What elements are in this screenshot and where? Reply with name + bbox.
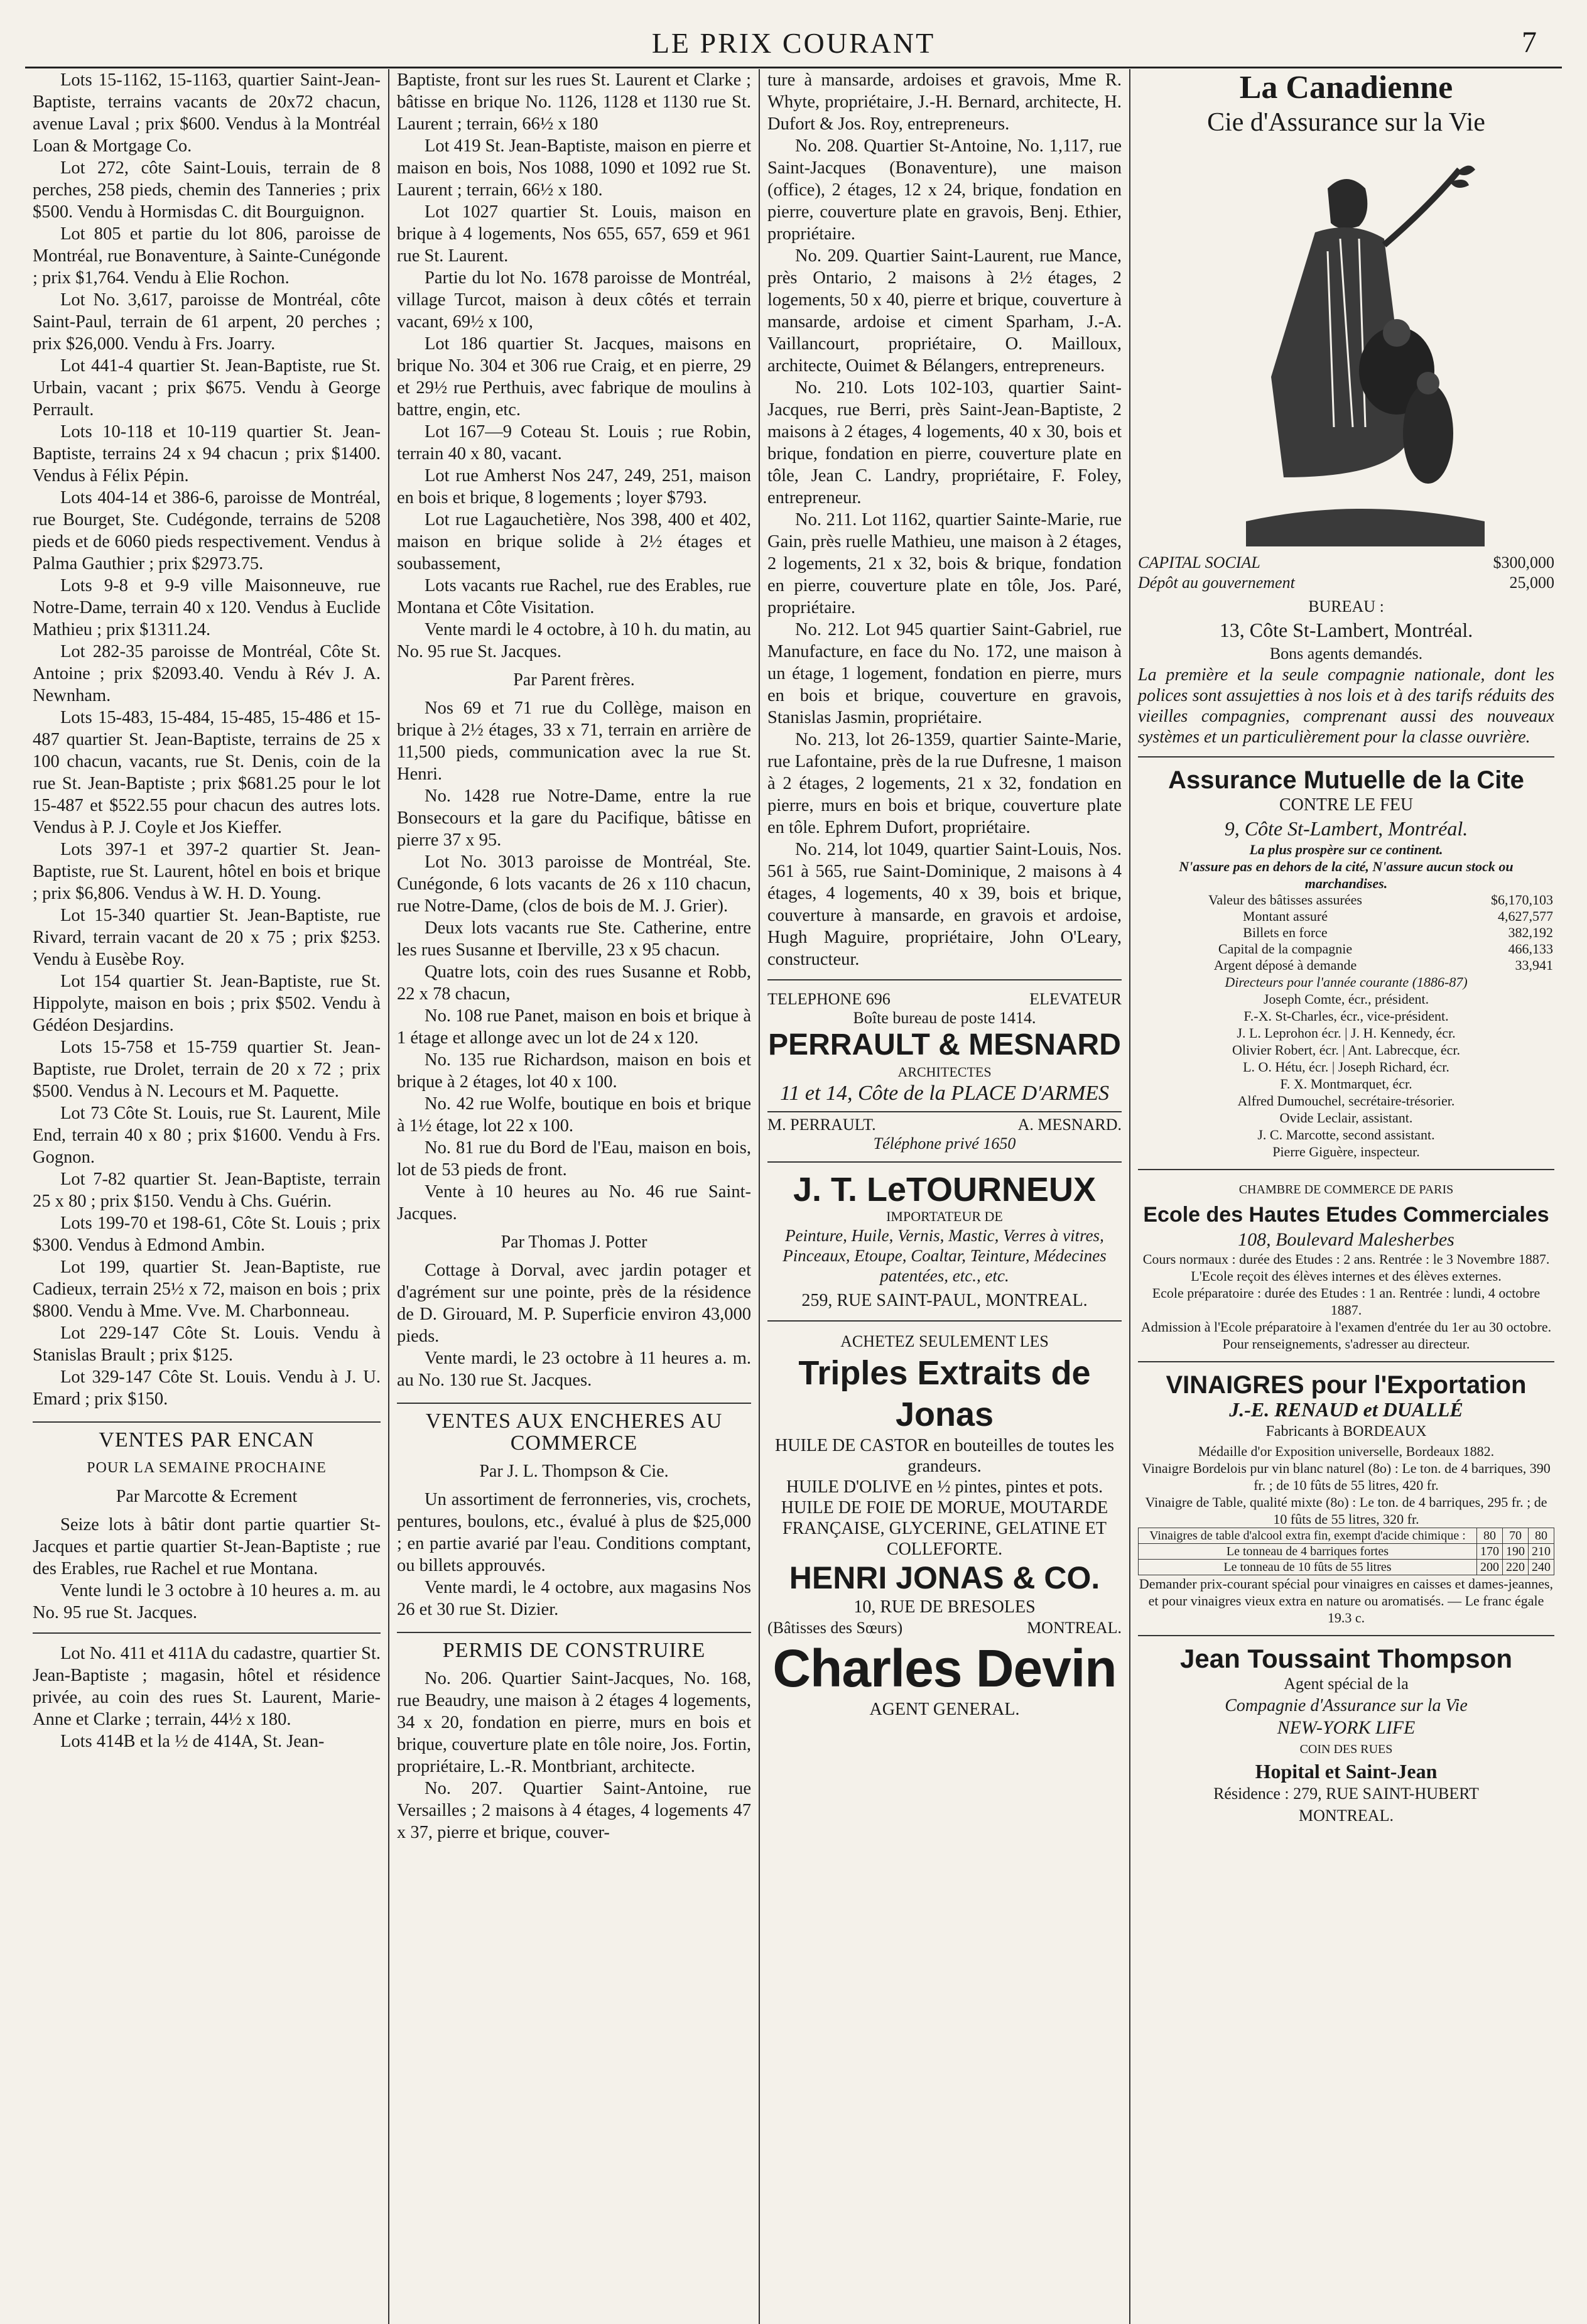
jonas-address-2 <box>767 1618 1122 1638</box>
allegory-illustration <box>1138 144 1554 546</box>
article-paragraph: No. 214, lot 1049, quartier Saint-Louis, Nos. 561 à 565, rue Saint-Dominique, 2 maisons à 4 étages, 4 logements, 40 x 39, bois et brique, couverture à mansarde, en gravois et ardoise, Hugh Maguire, propriétaire, John O'Leary, constructeur. <box>767 840 1122 969</box>
article-paragraph: Lot No. 3013 paroisse de Montréal, Ste. Cunégonde, 6 lots vacants de 26 x 110 chacun, rue Notre-Dame, (clos de bois de M. J. Grier). <box>397 852 751 916</box>
article-paragraph: Lot 199, quartier St. Jean-Baptiste, rue Cadieux, terrain 25½ x 72, maison en bois ; prix $800. Vendu à Mme. Vve. M. Charbonneau. <box>33 1257 381 1321</box>
partner-1: M. PERRAULT. <box>767 1116 876 1134</box>
jonas-line-4: HUILE D'OLIVE en ½ pintes, pintes et pots. <box>786 1477 1103 1497</box>
article-paragraph: Vente à 10 heures au No. 46 rue Saint-Jacques. <box>397 1182 751 1224</box>
grid-cell: 200 <box>1476 1560 1502 1575</box>
agent-role: Agent spécial de la <box>1284 1675 1409 1693</box>
grid-cell: 80 <box>1528 1528 1554 1544</box>
school-line: Pour renseignements, s'adresser au directeur. <box>1222 1336 1470 1352</box>
column-4 <box>1130 69 1562 2324</box>
article-paragraph: Lot 441-4 quartier St. Jean-Baptiste, rue St. Urbain, vacant ; prix $675. Vendu à George Perrault. <box>33 356 381 420</box>
advertisement-jonas <box>767 1330 1122 1720</box>
school-line: Cours normaux : durée des Etudes : 2 ans. Rentrée : le 3 Novembre 1887. <box>1142 1251 1550 1267</box>
ad-topline <box>767 989 1122 1009</box>
director-line: Pierre Giguère, inspecteur. <box>1272 1144 1420 1159</box>
advertisement-vinaigres <box>1138 1371 1554 1626</box>
article-paragraph: Lot 7-82 quartier St. Jean-Baptiste, terrain 25 x 80 ; prix $150. Vendu à Chs. Guérin. <box>33 1170 381 1211</box>
jonas-line-3: HUILE DE CASTOR en bouteilles de toutes les grandeurs. <box>775 1436 1114 1476</box>
jonas-line-1: ACHETEZ SEULEMENT LES <box>840 1332 1049 1350</box>
po-box: Boîte bureau de poste 1414. <box>853 1009 1036 1027</box>
capital-value: $300,000 <box>1493 553 1554 572</box>
article-paragraph: Lots 404-14 et 386-6, paroisse de Montréal, rue Bourget, Ste. Cudégonde, terrains de 5208 pieds et de 6060 pieds respectivement. Vendus à Palma Gauthier ; prix $2973.75. <box>33 488 381 573</box>
article-paragraph: Lots 15-758 et 15-759 quartier St. Jean-Baptiste, rue Drolet, terrain de 20 x 72 ; prix $500. Vendus à N. Lecours et M. Paquette. <box>33 1038 381 1101</box>
grid-cell: 190 <box>1502 1544 1528 1560</box>
vinegar-line: Vinaigre Bordelois pur vin blanc naturel (8o) : Le ton. de 4 barriques, 390 fr. ; de 10 fûts de 55 litres, 420 fr. <box>1142 1460 1551 1493</box>
city: MONTREAL. <box>1299 1806 1394 1825</box>
stat-value: 466,133 <box>1508 941 1553 957</box>
column-1 <box>25 69 389 2324</box>
grid-cell: 220 <box>1502 1560 1528 1575</box>
article-paragraph: Lots 199-70 et 198-61, Côte St. Louis ; prix $300. Vendus à Edmond Ambin. <box>33 1214 381 1255</box>
article-paragraph: Quatre lots, coin des rues Susanne et Robb, 22 x 78 chacun, <box>397 962 751 1004</box>
article-paragraph: Lot rue Amherst Nos 247, 249, 251, maison en bois et brique, 8 logements ; loyer $793. <box>397 466 751 508</box>
column-3 <box>760 69 1130 2324</box>
article-paragraph: Nos 69 et 71 rue du Collège, maison en brique à 2½ étages, 33 x 71, terrain en arrière de 11,500 pieds, communication avec la rue St. Henri. <box>397 698 751 784</box>
divider <box>767 979 1122 980</box>
article-paragraph: No. 208. Quartier St-Antoine, No. 1,117, rue Saint-Jacques (Bonaventure), une maison (office), 2 étages, 12 x 24, brique, fondation en pierre, couverture plate en gravois, Benj. Ethier, propriétaire. <box>767 136 1122 244</box>
table-row <box>1138 925 1554 941</box>
article-paragraph: Lot 186 quartier St. Jacques, maisons en brique No. 304 et 306 rue Craig, et en pierre, 29 et 29½ rue Perthuis, avec fabrique de moulins à battre, engin, etc. <box>397 334 751 420</box>
article-paragraph: No. 207. Quartier Saint-Antoine, rue Versailles ; 2 maisons à 4 étages, 4 logements 47 x 37, pierre et brique, couver- <box>397 1779 751 1842</box>
vinegar-line: Vinaigre de Table, qualité mixte (8o) : Le ton. de 4 barriques, 295 fr. ; de 10 fûts de 55 litres, 320 fr. <box>1145 1494 1547 1527</box>
article-paragraph: Lot No. 411 et 411A du cadastre, quartier St. Jean-Baptiste ; magasin, hôtel et résidence privée, au coin des rues St. Laurent, Marie-Anne et Clarke ; terrain, 44½ x 180. <box>33 1644 381 1729</box>
jonas-building: (Bâtisses des Sœurs) <box>767 1619 903 1637</box>
merchant-goods: Peinture, Huile, Vernis, Mastic, Verres à vitres, Pinceaux, Etoupe, Coaltar, Teinture, Médecines patentées, etc., etc. <box>783 1226 1107 1285</box>
vinegar-price-grid <box>1138 1528 1554 1575</box>
advertisement-perrault-mesnard <box>767 989 1122 1153</box>
article-paragraph: Lot 1027 quartier St. Louis, maison en brique à 4 logements, Nos 655, 657, 659 et 961 rue St. Laurent. <box>397 202 751 266</box>
ad-medal: Médaille d'or Exposition universelle, Bordeaux 1882. <box>1198 1443 1495 1459</box>
grid-cell: 170 <box>1476 1544 1502 1560</box>
grid-cell: Le tonneau de 10 fûts de 55 litres <box>1139 1560 1477 1575</box>
table-row <box>1138 957 1554 974</box>
article-paragraph: No. 206. Quartier Saint-Jacques, No. 168, rue Beaudry, une maison à 2 étages 4 logements, 34 x 20, fondation en pierre, murs en bois et brique, couverture plate en tôle noire, Jos. Fortin, propriétaire, L.-R. Montbriant, architecte. <box>397 1669 751 1776</box>
capital-label: CAPITAL SOCIAL <box>1138 553 1260 572</box>
firm-name: PERRAULT & MESNARD <box>768 1028 1121 1062</box>
article-paragraph: Vente lundi le 3 octobre à 10 heures a. m. au No. 95 rue St. Jacques. <box>33 1581 381 1622</box>
residence: Résidence : 279, RUE SAINT-HUBERT <box>1213 1784 1479 1803</box>
columns <box>25 69 1562 2324</box>
corner-label: COIN DES RUES <box>1299 1742 1393 1756</box>
article-paragraph: Vente mardi, le 23 octobre à 11 heures a. m. au No. 130 rue St. Jacques. <box>397 1349 751 1390</box>
column-2 <box>389 69 760 2324</box>
ad-subtitle: Cie d'Assurance sur la Vie <box>1207 108 1485 137</box>
ad-motto-1: La plus prospère sur ce continent. <box>1249 842 1443 857</box>
article-paragraph: No. 135 rue Richardson, maison en bois et brique à 2 étages, lot 40 x 100. <box>397 1050 751 1092</box>
advertisement-thompson <box>1138 1645 1554 1827</box>
ad-title: La Canadienne <box>1239 70 1453 106</box>
article-paragraph: Cottage à Dorval, avec jardin potager et d'agrément sur une pointe, près de la résidence de D. Girouard, M. P. Superficie environ 43,000 pieds. <box>397 1261 751 1346</box>
ad-address: 9, Côte St-Lambert, Montréal. <box>1224 817 1468 840</box>
stat-label: Billets en force <box>1243 925 1328 940</box>
divider <box>1138 756 1554 757</box>
stat-value: $6,170,103 <box>1491 892 1553 908</box>
stat-label: Argent déposé à demande <box>1213 957 1357 973</box>
article-paragraph: Vente mardi le 4 octobre, à 10 h. du matin, au No. 95 rue St. Jacques. <box>397 620 751 661</box>
school-line: Admission à l'Ecole préparatoire à l'examen d'entrée du 1er au 30 octobre. <box>1140 1319 1552 1335</box>
stat-label: Capital de la compagnie <box>1218 941 1353 957</box>
office-address: 13, Côte St-Lambert, Montréal. <box>1219 619 1473 641</box>
director-line: J. L. Leprohon écr. | J. H. Kennedy, écr. <box>1237 1025 1456 1041</box>
article-paragraph: Seize lots à bâtir dont partie quartier St-Jacques et partie quartier St-Jean-Baptiste ; rue des Erables, rue Rachel et rue Montana. <box>33 1515 381 1578</box>
advertisement-la-canadienne <box>1138 69 1554 747</box>
ad-address: 108, Boulevard Malesherbes <box>1238 1229 1454 1250</box>
divider <box>1138 1635 1554 1636</box>
partners <box>767 1111 1122 1135</box>
table-row <box>1138 941 1554 957</box>
company-slogan: La première et la seule compagnie nationale, dont les polices sont assujetties à nos lois et à des tarifs réduits des vieilles compagnies, comprenant aussi des nouveaux systèmes et un particulièrement pour la classe ouvrière. <box>1138 665 1554 747</box>
article-paragraph: No. 213, lot 26-1359, quartier Sainte-Marie, rue Lafontaine, près de la rue Dufresne, 1 maison à 2 étages, 2 logements, 21 x 32, fondation en pierre, murs en bois et brique, couverture plate en tôle. Ephrem Dufort, propriétaire. <box>767 730 1122 837</box>
article-paragraph: Lot rue Lagauchetière, Nos 398, 400 et 402, maison en brique solide à 2½ étages et soubassement, <box>397 510 751 573</box>
table-row <box>1138 908 1554 925</box>
article-paragraph: Lot 154 quartier St. Jean-Baptiste, rue St. Hippolyte, maison en bois ; prix $502. Vendu à Gédéon Desjardins. <box>33 972 381 1035</box>
article-paragraph: No. 211. Lot 1162, quartier Sainte-Marie, rue Gain, près ruelle Mathieu, une maison à 2 étages, 2 logements, 21 x 32, bois & brique, fondation en pierre, couverture plate en tôle, Jos. Paré, propriétaire. <box>767 510 1122 617</box>
partner-2: A. MESNARD. <box>1017 1116 1122 1134</box>
ad-title: VINAIGRES pour l'Exportation <box>1166 1371 1527 1399</box>
article-paragraph: No. 42 rue Wolfe, boutique en bois et brique à 1½ étage, lot 22 x 100. <box>397 1094 751 1136</box>
director-line: Ovide Leclair, assistant. <box>1279 1110 1413 1126</box>
director-line: J. C. Marcotte, second assistant. <box>1257 1127 1435 1143</box>
telephone-label: TELEPHONE 696 <box>767 990 891 1008</box>
jonas-extracts: Triples Extraits de Jonas <box>798 1354 1091 1433</box>
ad-makers: J.-E. RENAUD et DUALLÉ <box>1229 1398 1463 1421</box>
table-row <box>1139 1560 1554 1575</box>
article-paragraph: Vente mardi, le 4 octobre, aux magasins Nos 26 et 30 rue St. Dizier. <box>397 1578 751 1619</box>
masthead <box>25 23 1562 68</box>
article-paragraph: Lot 73 Côte St. Louis, rue St. Laurent, Mile End, terrain 40 x 80 ; prix $1600. Vendu à Frs. Gognon. <box>33 1104 381 1167</box>
grid-cell: 210 <box>1528 1544 1554 1560</box>
article-paragraph: Lots vacants rue Rachel, rue des Erables, rue Montana et Côte Visitation. <box>397 576 751 617</box>
firm-role: ARCHITECTES <box>897 1064 992 1080</box>
article-paragraph: Lots 15-1162, 15-1163, quartier Saint-Jean-Baptiste, terrains vacants de 20x72 chacun, avenue Laval ; prix $600. Vendus à la Montréal Loan & Mortgage Co. <box>33 70 381 156</box>
page-title: LE PRIX COURANT <box>651 27 936 59</box>
divider <box>767 1320 1122 1322</box>
director-line: Alfred Dumouchel, secrétaire-trésorier. <box>1237 1093 1455 1109</box>
article-paragraph: No. 209. Quartier Saint-Laurent, rue Mance, près Ontario, 2 maisons à 2½ étages, 2 logements, 50 x 40, pierre et brique, couverture à mansarde, ardoise et ciment Sparham, J.-A. Vaillancourt, propriétaire, O. Mailloux, architecte, Ouimet & Bélangers, entrepreneurs. <box>767 246 1122 376</box>
jonas-name: HENRI JONAS & CO. <box>789 1560 1100 1595</box>
article-paragraph: No. 1428 rue Notre-Dame, entre la rue Bonsecours et la gare du Pacifique, bâtisse en pierre 37 x 95. <box>397 786 751 850</box>
deposit-label: Dépôt au gouvernement <box>1138 573 1295 592</box>
school-line: Ecole préparatoire : durée des Etudes : 1 an. Rentrée : lundi, 4 octobre 1887. <box>1152 1285 1541 1318</box>
article-paragraph: No. 81 rue du Bord de l'Eau, maison en bois, lot de 53 pieds de front. <box>397 1138 751 1180</box>
capital-row <box>1138 553 1554 573</box>
table-row <box>1138 892 1554 908</box>
advertisement-ecole <box>1138 1179 1554 1352</box>
article-paragraph: Lots 10-118 et 10-119 quartier St. Jean-Baptiste, terrains 24 x 94 chacun ; prix $1400. Vendus à Félix Pépin. <box>33 422 381 486</box>
auctioneer-line: Par Marcotte & Ecrement <box>116 1487 298 1506</box>
ad-title: Assurance Mutuelle de la Cite <box>1168 766 1524 794</box>
article-paragraph: Lot 272, côte Saint-Louis, terrain de 8 perches, 258 pieds, chemin des Tanneries ; prix $500. Vendu à Hormisdas C. dit Bourguignon. <box>33 158 381 222</box>
chamber-label: CHAMBRE DE COMMERCE DE PARIS <box>1238 1183 1454 1197</box>
company-name: Compagnie d'Assurance sur la Vie <box>1225 1696 1468 1715</box>
advertisement-letourneux <box>767 1171 1122 1311</box>
stats-table <box>1138 892 1554 974</box>
stat-label: Valeur des bâtisses assurées <box>1208 892 1362 908</box>
article-paragraph: Lot 15-340 quartier St. Jean-Baptiste, rue Rivard, terrain vacant de 20 x 75 ; prix $253. Vendu à Eusèbe Roy. <box>33 906 381 969</box>
article-paragraph: Lot 419 St. Jean-Baptiste, maison en pierre et maison en bois, Nos 1088, 1090 et 1092 rue St. Laurent ; terrain, 66½ x 180. <box>397 136 751 200</box>
ad-role: Fabricants à BORDEAUX <box>1265 1423 1427 1440</box>
grid-cell: 240 <box>1528 1560 1554 1575</box>
stat-value: 4,627,577 <box>1498 908 1553 924</box>
grid-cell: 80 <box>1476 1528 1502 1544</box>
jonas-city: MONTREAL. <box>1027 1619 1122 1637</box>
divider <box>1138 1361 1554 1362</box>
article-paragraph: Lot 805 et partie du lot 806, paroisse de Montréal, rue Bonaventure, à Sainte-Cunégonde ; prix $1,764. Vendu à Elie Rochon. <box>33 224 381 288</box>
article-paragraph: No. 210. Lots 102-103, quartier Saint-Jacques, rue Berri, près Saint-Jean-Baptiste, 2 maisons à 2 étages, 4 logements, 40 x 30, bois et brique, fondation en pierre, couverture plate en tôle, Jean C. Landry, propriétaire, F. Foley, entrepreneur. <box>767 378 1122 508</box>
section-title: VENTES AUX ENCHERES AU COMMERCE <box>397 1403 751 1454</box>
section-title: VENTES PAR ENCAN <box>33 1421 381 1451</box>
directors-title: Directeurs pour l'année courante (1886-87) <box>1225 974 1468 990</box>
deposit-row <box>1138 573 1554 593</box>
merchant-role: IMPORTATEUR DE <box>886 1208 1003 1224</box>
ad-motto-2: N'assure pas en dehors de la cité, N'assure aucun stock ou marchandises. <box>1179 859 1514 891</box>
director-line: F.-X. St-Charles, écr., vice-président. <box>1243 1008 1449 1024</box>
article-paragraph: Lot 282-35 paroisse de Montréal, Côte St. Antoine ; prix $2093.40. Vendu à Rév J. A. Newnham. <box>33 642 381 705</box>
private-phone: Téléphone privé 1650 <box>873 1134 1016 1153</box>
director-line: F. X. Montmarquet, écr. <box>1280 1076 1412 1092</box>
grid-cell: Vinaigres de table d'alcool extra fin, exempt d'acide chimique : <box>1139 1528 1477 1544</box>
jonas-address: 10, RUE DE BRESOLES <box>853 1597 1036 1617</box>
corner-streets: Hopital et Saint-Jean <box>1255 1760 1438 1783</box>
office-label: BUREAU : <box>1308 597 1384 616</box>
advertisement-mutuelle <box>1138 766 1554 1160</box>
auctioneer-line: Par Thomas J. Potter <box>501 1232 647 1252</box>
article-paragraph: Un assortiment de ferronneries, vis, crochets, pentures, boulons, etc., évalué à plus de $25,000 ; en partie avarié par l'eau. Conditions comptant, ou billets approuvés. <box>397 1490 751 1575</box>
table-row <box>1139 1528 1554 1544</box>
director-line: Olivier Robert, écr. | Ant. Labrecque, écr. <box>1232 1042 1460 1058</box>
ad-subtitle: CONTRE LE FEU <box>1279 795 1414 815</box>
vinegar-note: Demander prix-courant spécial pour vinaigres en caisses et dames-jeannes, et pour vinaigres vieux extra en nature ou aromatisés. — Le franc égale 19.3 c. <box>1139 1576 1554 1626</box>
auctioneer-line: Par J. L. Thompson & Cie. <box>479 1462 669 1481</box>
grid-cell: 70 <box>1502 1528 1528 1544</box>
article-paragraph: Lot 329-147 Côte St. Louis. Vendu à J. U. Emard ; prix $150. <box>33 1367 381 1409</box>
article-paragraph: Lot 167—9 Coteau St. Louis ; rue Robin, terrain 40 x 80, vacant. <box>397 422 751 464</box>
agent-name: Charles Devin <box>772 1639 1117 1698</box>
article-paragraph: No. 212. Lot 945 quartier Saint-Gabriel, rue Manufacture, en face du No. 172, une maison à un étage, 1 logement, fondation en pierre, murs en bois et brique, couverture en gravois, Stanislas Jasmin, propriétaire. <box>767 620 1122 727</box>
stat-value: 33,941 <box>1515 957 1553 973</box>
director-line: L. O. Hétu, écr. | Joseph Richard, écr. <box>1243 1059 1449 1075</box>
company-name-2: NEW-YORK LIFE <box>1277 1717 1416 1738</box>
article-paragraph: Lots 414B et la ½ de 414A, St. Jean- <box>60 1732 325 1751</box>
auctioneer-line: Par Parent frères. <box>513 670 635 690</box>
director-line: Joseph Comte, écr., président. <box>1263 991 1429 1007</box>
agents-wanted: Bons agents demandés. <box>1269 644 1423 663</box>
merchant-address: 259, RUE SAINT-PAUL, MONTREAL. <box>801 1291 1088 1310</box>
article-paragraph: ture à mansarde, ardoises et gravois, Mme R. Whyte, propriétaire, J.-H. Bernard, architecte, H. Dufort & Jos. Roy, entrepreneurs. <box>767 70 1122 134</box>
deposit-value: 25,000 <box>1509 573 1554 592</box>
stat-value: 382,192 <box>1508 925 1553 940</box>
article-paragraph: Lots 397-1 et 397-2 quartier St. Jean-Baptiste, rue St. Laurent, hôtel en bois et brique ; prix $6,806. Vendus à W. H. D. Young. <box>33 840 381 903</box>
page-number: 7 <box>1522 26 1537 59</box>
article-paragraph: Lot No. 3,617, paroisse de Montréal, côte Saint-Paul, terrain de 61 arpent, 20 perches ; prix $26,000. Vendu à Frs. Joarry. <box>33 290 381 354</box>
school-line: L'Ecole reçoit des élèves internes et des élèves externes. <box>1191 1268 1502 1284</box>
article-paragraph: Deux lots vacants rue Ste. Catherine, entre les rues Susanne et Iberville, 23 x 95 chacun. <box>397 918 751 960</box>
jonas-line-5: HUILE DE FOIE DE MORUE, MOUTARDE FRANÇAISE, GLYCERINE, GELATINE ET COLLEFORTE. <box>781 1498 1108 1559</box>
article-paragraph: Partie du lot No. 1678 paroisse de Montréal, village Turcot, maison à deux côtés et terrain vacant, 69½ x 100, <box>397 268 751 332</box>
divider <box>1138 1169 1554 1170</box>
article-paragraph: Lots 15-483, 15-484, 15-485, 15-486 et 15-487 quartier St. Jean-Baptiste, terrains de 25 x 100 chacun, vacants, rue St. Denis, coin de la rue St. Jean-Baptiste ; prix $681.25 pour le lot 15-487 et $522.55 pour chacun des autres lots. Vendus à P. J. Coyle et Jos Kieffer. <box>33 708 381 837</box>
divider <box>767 1161 1122 1163</box>
grid-cell: Le tonneau de 4 barriques fortes <box>1139 1544 1477 1560</box>
section-title: PERMIS DE CONSTRUIRE <box>397 1632 751 1661</box>
firm-address: 11 et 14, Côte de la PLACE D'ARMES <box>779 1082 1110 1105</box>
merchant-name: J. T. LeTOURNEUX <box>793 1171 1097 1208</box>
stat-label: Montant assuré <box>1242 908 1328 924</box>
ad-title: Ecole des Hautes Etudes Commerciales <box>1143 1203 1549 1227</box>
article-paragraph: Baptiste, front sur les rues St. Laurent et Clarke ; bâtisse en brique No. 1126, 1128 et 1130 rue St. Laurent ; terrain, 66½ x 180 <box>397 70 751 134</box>
article-paragraph: Lot 229-147 Côte St. Louis. Vendu à Stanislas Brault ; prix $125. <box>33 1323 381 1365</box>
article-paragraph: No. 108 rue Panet, maison en bois et brique à 1 étage et allonge avec un lot de 24 x 120. <box>397 1006 751 1048</box>
elevator-label: ELEVATEUR <box>1029 990 1122 1008</box>
table-row <box>1139 1544 1554 1560</box>
agent-name: Jean Toussaint Thompson <box>1180 1644 1512 1673</box>
divider <box>33 1632 381 1634</box>
article-paragraph: Lots 9-8 et 9-9 ville Maisonneuve, rue Notre-Dame, terrain 40 x 120. Vendus à Euclide Mathieu ; prix $1311.24. <box>33 576 381 639</box>
agent-role: AGENT GENERAL. <box>869 1700 1020 1719</box>
section-subtitle: POUR LA SEMAINE PROCHAINE <box>87 1460 327 1476</box>
